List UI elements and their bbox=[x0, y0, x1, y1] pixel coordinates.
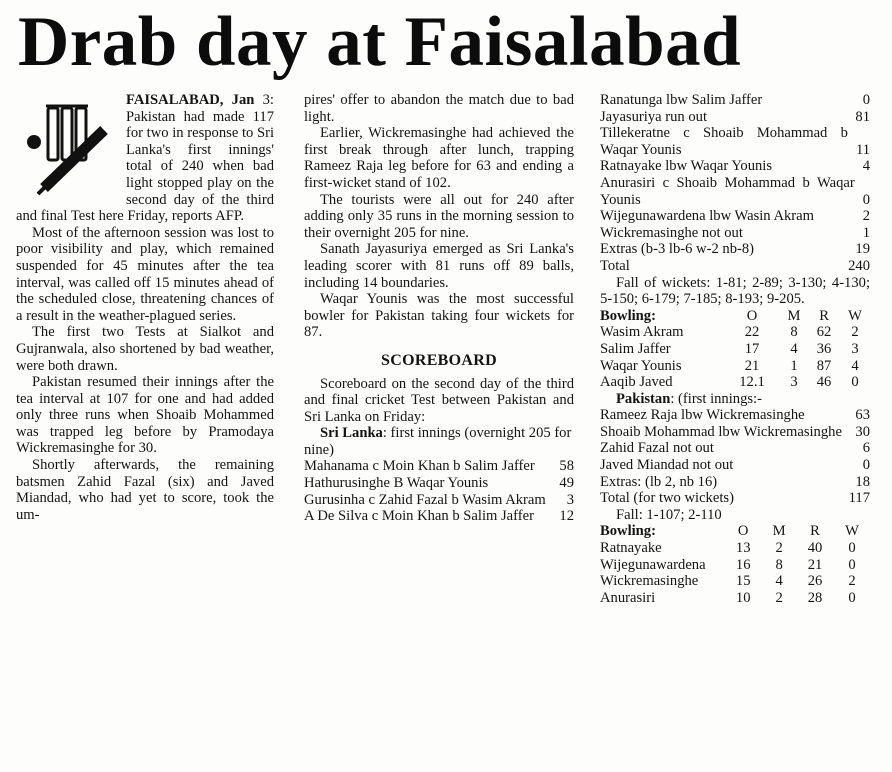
batsman-dismissal: Total (for two wickets) bbox=[600, 490, 734, 507]
bowling-row bbox=[600, 358, 870, 375]
batting-row bbox=[304, 492, 574, 509]
batsman-runs: 4 bbox=[862, 158, 870, 175]
bowler-name: Wickremasinghe bbox=[600, 573, 699, 590]
bowling-figure: 16 bbox=[735, 556, 751, 573]
batting-row bbox=[304, 508, 574, 525]
story-paragraph-7: The tourists were all out for 240 after adding only 35 runs in the morning session to their overnight 205 for nine. bbox=[304, 191, 574, 241]
batsman-runs: 240 bbox=[848, 257, 870, 274]
bowling-figure: 21 bbox=[744, 357, 760, 374]
story-paragraph-3: The first two Tests at Sialkot and Gujranwala, also shortened by bad weather, were both drawn. bbox=[16, 324, 274, 374]
batsman-dismissal: Javed Miandad not out bbox=[600, 457, 734, 474]
batsman-runs: 3 bbox=[566, 491, 574, 508]
bowling-figure: 0 bbox=[851, 374, 859, 391]
batsman-dismissal: Anurasiri c Shoaib Mohammad b Waqar Younis bbox=[600, 174, 855, 208]
batsman-runs: 63 bbox=[855, 407, 870, 424]
sri-lanka-fall-of-wickets: Fall of wickets: 1-81; 2-89; 3-130; 4-130; 5-150; 6-179; 7-185; 8-193; 9-205. bbox=[600, 274, 870, 308]
pakistan-innings-header bbox=[600, 391, 870, 408]
bowling-column-header: W bbox=[848, 307, 862, 324]
bowling-label: Bowling: bbox=[600, 523, 656, 540]
pakistan-label: Pakistan bbox=[616, 390, 671, 407]
dateline: FAISALABAD, Jan bbox=[126, 92, 255, 108]
batting-row bbox=[600, 175, 870, 208]
batsman-runs: 0 bbox=[862, 191, 870, 208]
bowling-column-header: R bbox=[810, 523, 820, 540]
batsman-runs: 11 bbox=[855, 141, 870, 158]
scoreboard-heading: SCOREBOARD bbox=[381, 351, 497, 369]
bowling-figure: 10 bbox=[735, 589, 751, 606]
bowler-name: Ratnayake bbox=[600, 540, 662, 557]
sri-lanka-batting-list-a bbox=[304, 458, 574, 524]
batting-row bbox=[304, 475, 574, 492]
bowling-row bbox=[600, 374, 870, 391]
batsman-runs: 117 bbox=[848, 490, 870, 507]
batsman-dismissal: Gurusinha c Zahid Fazal b Wasim Akram bbox=[304, 491, 546, 508]
bowling-figure: 22 bbox=[744, 324, 760, 341]
story-paragraph-8: Sanath Jayasuriya emerged as Sri Lanka's leading scorer with 81 runs off 89 balls, including 14 boundaries. bbox=[304, 241, 574, 291]
batting-row bbox=[600, 457, 870, 474]
batsman-dismissal: Zahid Fazal not out bbox=[600, 440, 714, 457]
bowling-figure: 2 bbox=[851, 324, 859, 341]
bowler-name: Anurasiri bbox=[600, 589, 656, 606]
batsman-dismissal: Jayasuriya run out bbox=[600, 108, 707, 125]
story-paragraph-6: Earlier, Wickremasinghe had achieved the first break through after lunch, trapping Rameez Raja leg before for 63 and ending a first-wicket stand of 102. bbox=[304, 125, 574, 191]
batsman-runs: 49 bbox=[559, 475, 574, 492]
bowling-figure: 26 bbox=[807, 573, 823, 590]
bowling-row bbox=[600, 341, 870, 358]
bowling-figure: 8 bbox=[775, 556, 783, 573]
bowling-figure: 21 bbox=[807, 556, 823, 573]
pakistan-innings-note: : (first innings:- bbox=[670, 390, 762, 407]
batsman-dismissal: Extras (b-3 lb-6 w-2 nb-8) bbox=[600, 241, 755, 258]
sri-lanka-innings-note: : first innings (overnight 205 for nine) bbox=[304, 425, 572, 458]
bowling-figure: 3 bbox=[790, 374, 798, 391]
batting-row bbox=[600, 424, 870, 441]
bowling-figure: 4 bbox=[775, 573, 783, 590]
batsman-dismissal: Rameez Raja lbw Wickremasinghe bbox=[600, 407, 805, 424]
bowling-figure: 2 bbox=[775, 540, 783, 557]
bowling-figure: 3 bbox=[851, 340, 859, 357]
headline: Drab day at Faisalabad bbox=[18, 3, 742, 81]
batting-row bbox=[600, 440, 870, 457]
pakistan-batting-list bbox=[600, 407, 870, 507]
bowler-name: Wasim Akram bbox=[600, 324, 684, 341]
bowling-row bbox=[600, 324, 870, 341]
batting-row bbox=[600, 92, 870, 109]
sri-lanka-batting-list-b bbox=[600, 92, 870, 275]
bowling-column-header: O bbox=[746, 307, 758, 324]
bowling-figure: 46 bbox=[816, 374, 832, 391]
bowling-row bbox=[600, 590, 870, 607]
story-column-3 bbox=[600, 92, 870, 606]
bowling-figure: 62 bbox=[816, 324, 832, 341]
cricket-logo-icon bbox=[16, 92, 120, 200]
bowling-row bbox=[600, 540, 870, 557]
batsman-runs: 58 bbox=[559, 458, 574, 475]
bowling-figure: 12.1 bbox=[739, 374, 765, 391]
bowling-figure: 4 bbox=[790, 340, 798, 357]
story-paragraph-5-continued: pires' offer to abandon the match due to bad light. bbox=[304, 92, 574, 125]
batsman-dismissal: Tillekeratne c Shoaib Mohammad b Waqar Younis bbox=[600, 125, 848, 158]
bowling-column-header: R bbox=[819, 307, 829, 324]
batting-row bbox=[600, 158, 870, 175]
bowling-figure: 0 bbox=[848, 540, 856, 557]
story-column-1 bbox=[16, 92, 274, 523]
story-column-2 bbox=[304, 92, 574, 525]
bowling-header-row bbox=[600, 308, 870, 325]
batting-row bbox=[600, 125, 870, 158]
bowling-column-header: M bbox=[772, 523, 786, 540]
batsman-runs: 81 bbox=[855, 108, 870, 125]
bowling-label: Bowling: bbox=[600, 307, 656, 324]
batsman-dismissal: Extras: (lb 2, nb 16) bbox=[600, 473, 718, 490]
bowling-header-row bbox=[600, 523, 870, 540]
batsman-runs: 1 bbox=[862, 224, 870, 241]
batsman-dismissal: Ranatunga lbw Salim Jaffer bbox=[600, 92, 763, 108]
bowling-figure: 2 bbox=[848, 573, 856, 590]
batsman-runs: 0 bbox=[862, 457, 870, 474]
bowling-column-header: O bbox=[737, 523, 749, 540]
scoreboard-intro: Scoreboard on the second day of the third and final cricket Test between Pakistan and Sri Lanka on Friday: bbox=[304, 375, 574, 425]
batting-row bbox=[600, 407, 870, 424]
bowling-figure: 1 bbox=[790, 357, 798, 374]
story-paragraph-4: Pakistan resumed their innings after the tea interval at 107 for one and had added only three runs when Shoaib Mohammed was trapped leg before by Pramodaya Wickremasinghe for 30. bbox=[16, 374, 274, 457]
batsman-runs: 0 bbox=[862, 92, 870, 108]
batsman-dismissal: A De Silva c Moin Khan b Salim Jaffer bbox=[304, 508, 534, 525]
batsman-dismissal: Mahanama c Moin Khan b Salim Jaffer bbox=[304, 458, 535, 475]
bowling-figure: 0 bbox=[848, 589, 856, 606]
story-paragraph-2: Most of the afternoon session was lost to poor visibility and play, which remained suspended for 45 minutes after the tea interval, was called off 15 minutes ahead of the scheduled close, threatening chances of a result in the weather-plagued series. bbox=[16, 224, 274, 324]
sri-lanka-bowling-table bbox=[600, 523, 870, 606]
story-paragraph-9: Waqar Younis was the most successful bowler for Pakistan taking four wickets for 87. bbox=[304, 291, 574, 341]
batsman-runs: 30 bbox=[855, 423, 870, 440]
bowling-figure: 36 bbox=[816, 340, 832, 357]
batting-row bbox=[600, 208, 870, 225]
bowler-name: Waqar Younis bbox=[600, 357, 682, 374]
bowler-name: Aaqib Javed bbox=[600, 374, 673, 391]
sri-lanka-label: Sri Lanka bbox=[320, 425, 383, 442]
batting-row bbox=[600, 225, 870, 242]
bowling-column-header: M bbox=[787, 307, 801, 324]
bowling-figure: 4 bbox=[851, 357, 859, 374]
bowling-figure: 15 bbox=[735, 573, 751, 590]
batting-row bbox=[600, 241, 870, 258]
batting-row bbox=[600, 490, 870, 507]
batsman-dismissal: Wickremasinghe not out bbox=[600, 224, 743, 241]
pakistan-fall-of-wickets: Fall: 1-107; 2-110 bbox=[616, 506, 722, 523]
batsman-runs: 6 bbox=[862, 440, 870, 457]
pakistan-bowling-table bbox=[600, 308, 870, 391]
batsman-dismissal: Ratnayake lbw Waqar Younis bbox=[600, 158, 773, 175]
batting-row bbox=[600, 258, 870, 275]
bowler-name: Wijegunawardena bbox=[600, 556, 706, 573]
batsman-dismissal: Shoaib Mohammad lbw Wickremasinghe bbox=[600, 423, 842, 440]
story-paragraph-1: 3: Pakistan had made 117 for two in response to Sri Lanka's first innings' total of 240 when bad light stopped play on the second day of the third and final Test here Friday, reports AFP. bbox=[16, 92, 274, 225]
batting-row bbox=[600, 109, 870, 126]
bowling-row bbox=[600, 573, 870, 590]
bowling-figure: 87 bbox=[816, 357, 832, 374]
bowling-figure: 8 bbox=[790, 324, 798, 341]
batsman-dismissal: Wijegunawardena lbw Wasin Akram bbox=[600, 208, 814, 225]
batsman-dismissal: Total bbox=[600, 257, 630, 274]
bowling-figure: 0 bbox=[848, 556, 856, 573]
bowler-name: Salim Jaffer bbox=[600, 340, 671, 357]
bowling-column-header: W bbox=[845, 523, 859, 540]
bowling-figure: 13 bbox=[735, 540, 751, 557]
bowling-figure: 40 bbox=[807, 540, 823, 557]
bowling-figure: 28 bbox=[807, 589, 823, 606]
batsman-runs: 2 bbox=[862, 208, 870, 225]
batsman-runs: 12 bbox=[559, 508, 574, 525]
bowling-row bbox=[600, 557, 870, 574]
bowling-figure: 17 bbox=[744, 340, 760, 357]
story-paragraph-5: Shortly afterwards, the remaining batsmen Zahid Fazal (six) and Javed Miandad, who had yet to score, took the um- bbox=[16, 457, 274, 523]
batsman-runs: 19 bbox=[855, 241, 870, 258]
batsman-dismissal: Hathurusinghe B Waqar Younis bbox=[304, 475, 489, 492]
batting-row bbox=[304, 458, 574, 475]
sri-lanka-innings-header bbox=[304, 425, 574, 458]
batsman-runs: 18 bbox=[855, 473, 870, 490]
bowling-figure: 2 bbox=[775, 589, 783, 606]
batting-row bbox=[600, 474, 870, 491]
